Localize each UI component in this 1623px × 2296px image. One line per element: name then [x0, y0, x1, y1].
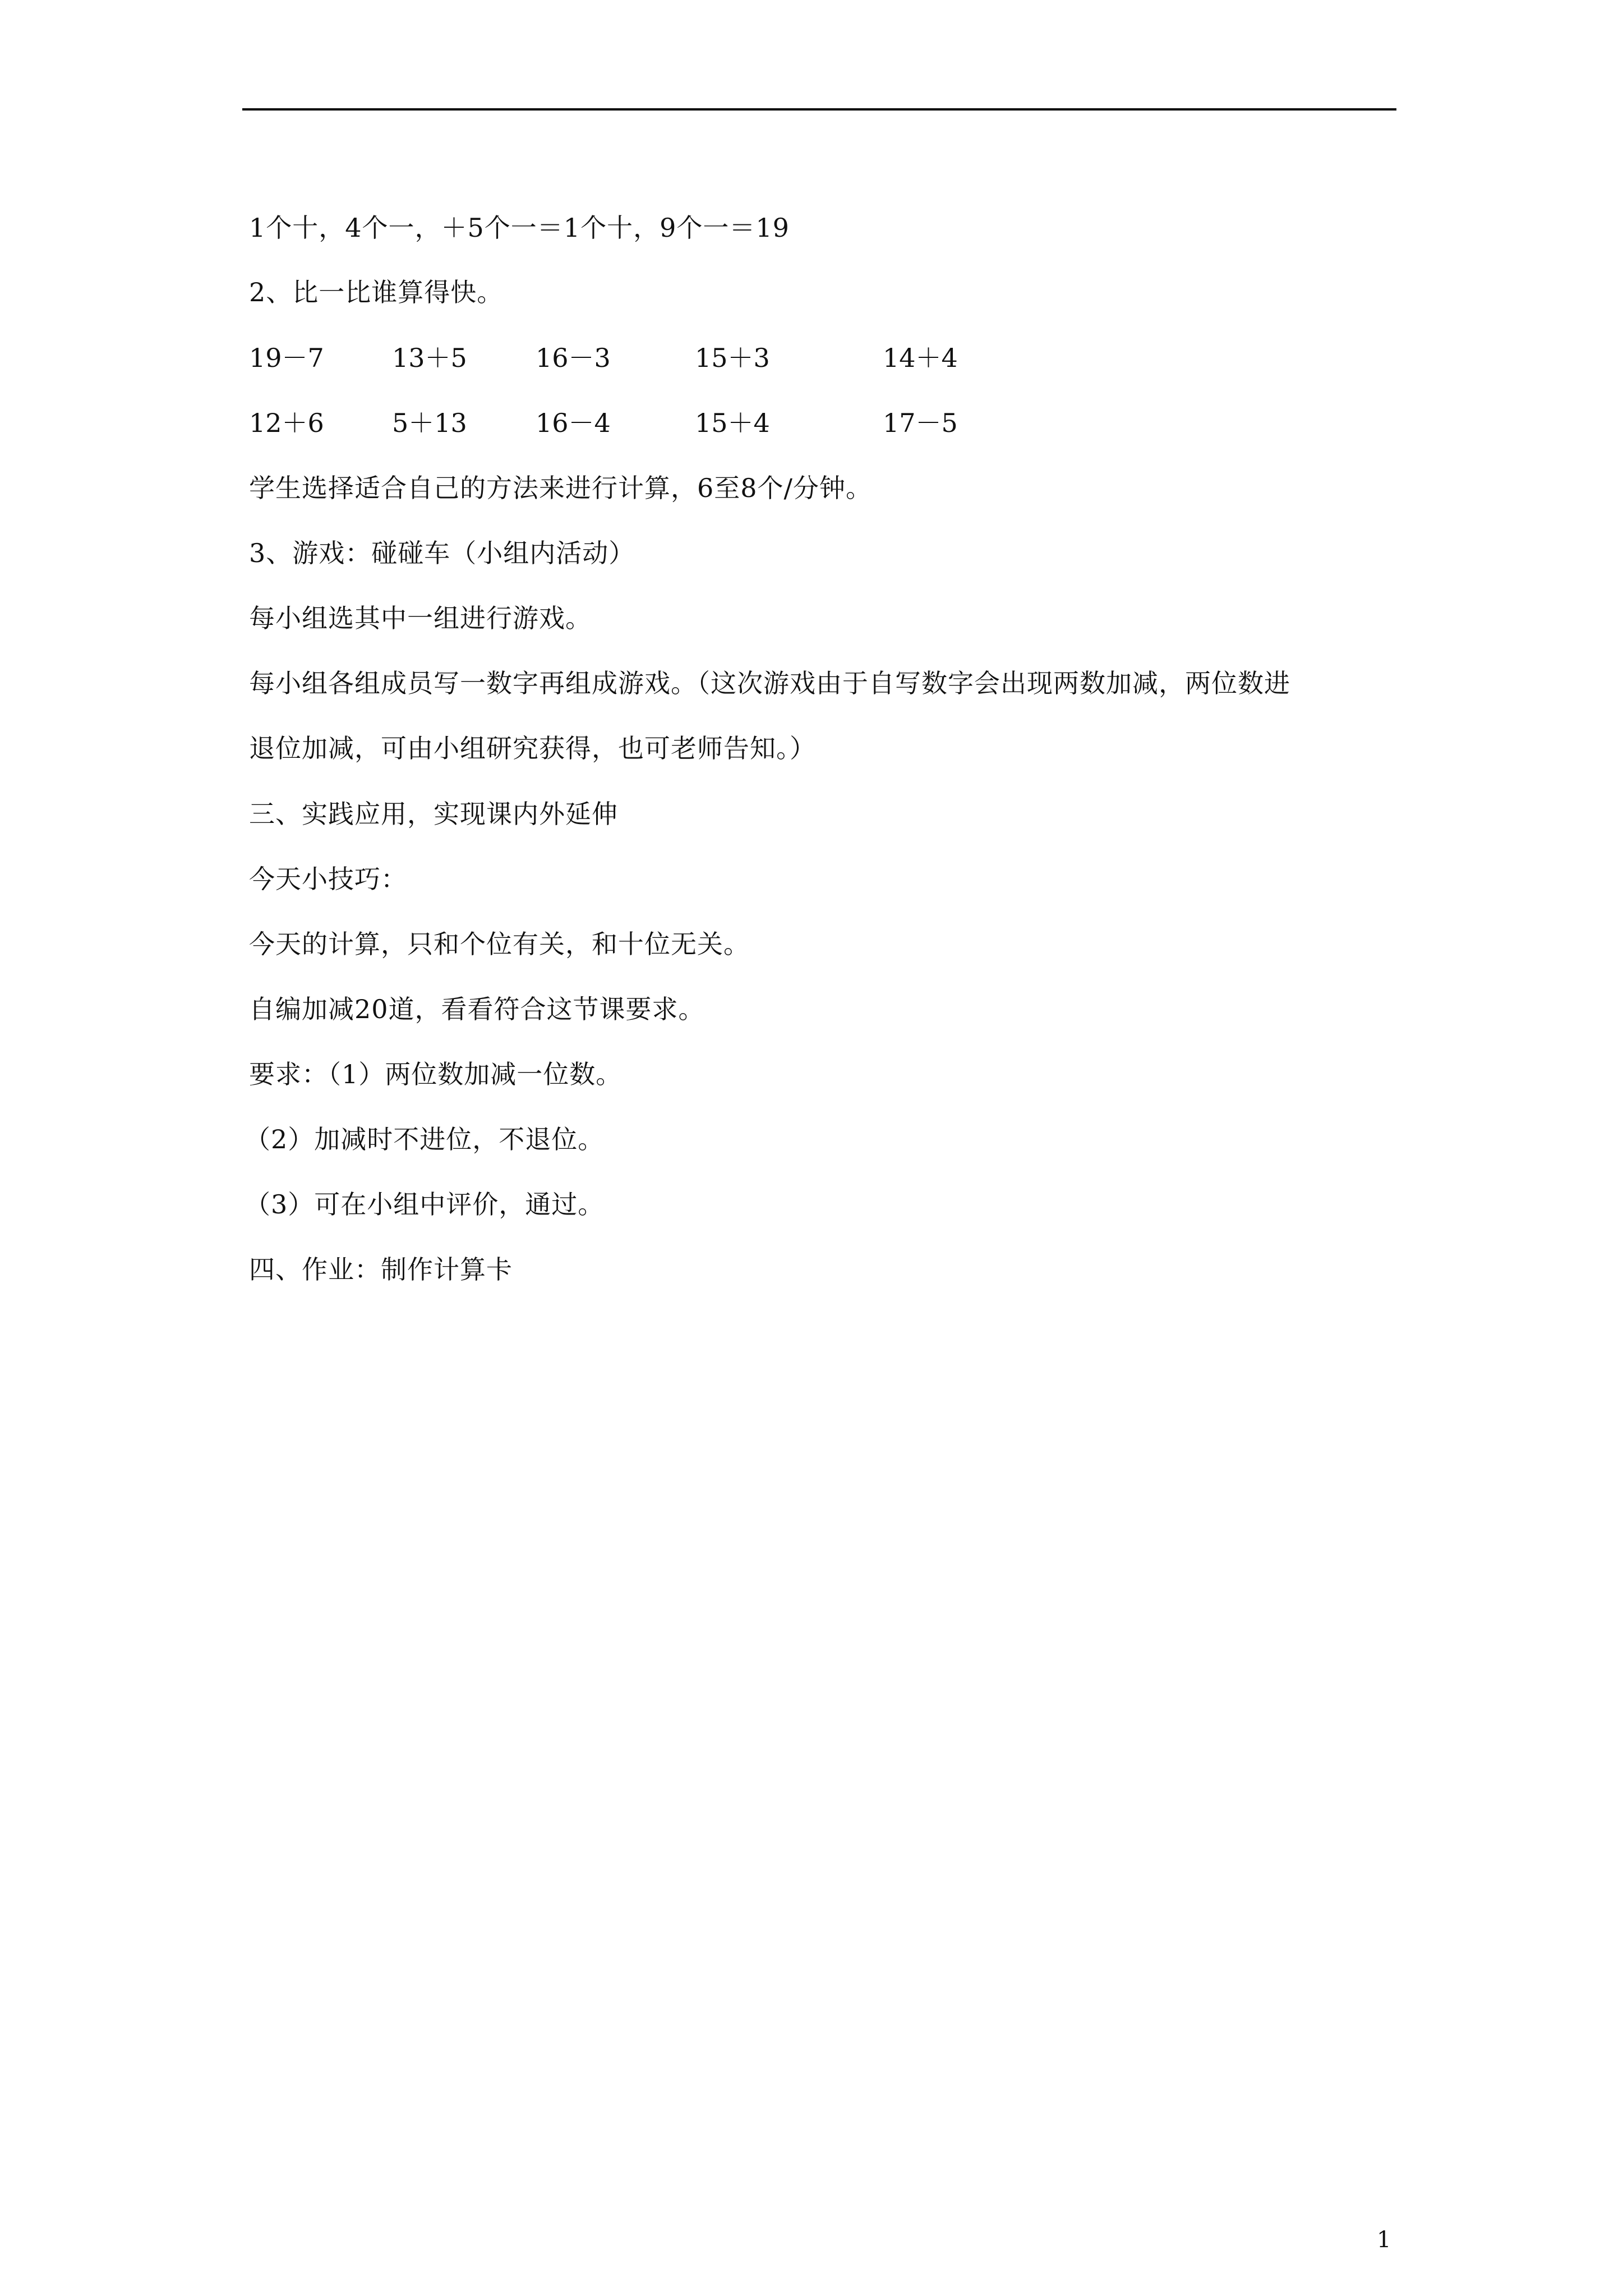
text-line-method: 学生选择适合自己的方法来进行计算，6至8个/分钟。 [249, 473, 873, 503]
text-line-requirement-3: （3）可在小组中评价，通过。 [245, 1189, 605, 1220]
text-line-race-heading: 2、比一比谁算得快。 [249, 277, 504, 307]
section-heading-homework: 四、作业：制作计算卡 [249, 1254, 513, 1285]
section-heading-practice: 三、实践应用，实现课内外延伸 [249, 799, 618, 829]
header-rule [242, 108, 1396, 111]
calc-item: 16－4 [536, 408, 611, 438]
calc-item: 5＋13 [392, 408, 467, 438]
calc-item: 17－5 [883, 408, 958, 438]
text-line-tip: 今天的计算，只和个位有关，和十位无关。 [249, 929, 750, 959]
text-line-group-select: 每小组选其中一组进行游戏。 [249, 603, 592, 633]
text-line-tens-ones: 1个十，4个一，＋5个一＝1个十，9个一＝19 [249, 213, 790, 243]
calc-item: 15＋3 [695, 343, 770, 373]
text-line-requirement-2: （2）加减时不进位，不退位。 [245, 1124, 605, 1154]
page-number: 1 [1377, 2227, 1391, 2253]
text-line-group-members: 每小组各组成员写一数字再组成游戏。（这次游戏由于自写数字会出现两数加减，两位数进 [249, 668, 1290, 698]
text-line-requirement-1: 要求：（1）两位数加减一位数。 [249, 1059, 623, 1089]
text-line-tip-heading: 今天小技巧： [249, 864, 407, 894]
calc-item: 14＋4 [883, 343, 958, 373]
text-line-self-compose: 自编加减20道，看看符合这节课要求。 [249, 994, 705, 1024]
calc-item: 19－7 [249, 343, 324, 373]
calc-item: 12＋6 [249, 408, 324, 438]
calc-item: 16－3 [536, 343, 611, 373]
text-line-group-members-cont: 退位加减，可由小组研究获得，也可老师告知。） [249, 733, 816, 763]
calc-item: 13＋5 [392, 343, 467, 373]
text-line-game-heading: 3、游戏：碰碰车（小组内活动） [249, 538, 635, 568]
calc-item: 15＋4 [695, 408, 770, 438]
